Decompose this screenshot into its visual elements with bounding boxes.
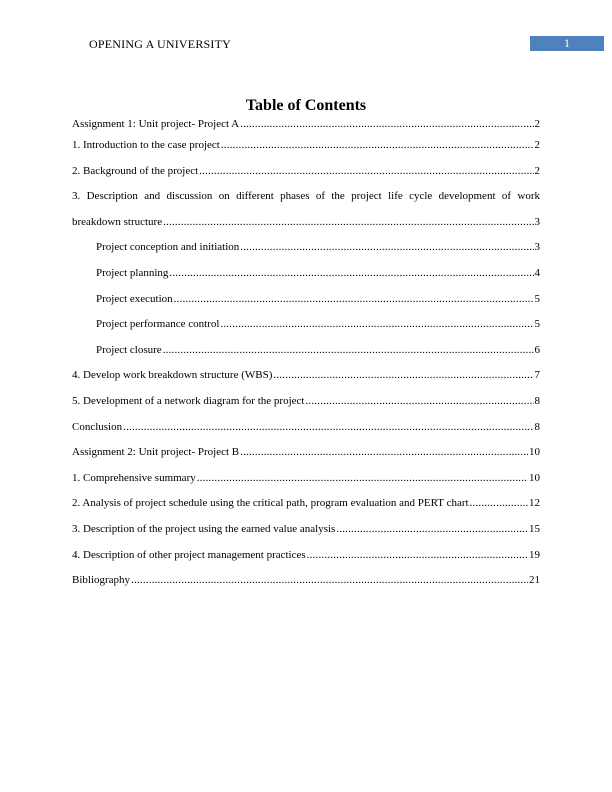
toc-entry-text: 4. Description of other project management practices xyxy=(72,548,306,561)
toc-entry-text: Project execution xyxy=(96,292,173,305)
dot-leader xyxy=(305,389,533,415)
toc-entry-page: 12 xyxy=(529,497,540,510)
toc-entry-page: 8 xyxy=(534,420,540,433)
toc-entry-text: Project closure xyxy=(96,343,162,356)
toc-entry-assignment-1[interactable] xyxy=(72,116,540,133)
toc-entry-introduction[interactable] xyxy=(72,133,540,159)
dot-leader xyxy=(220,312,533,338)
toc-entry-planning[interactable] xyxy=(72,261,540,287)
toc-entry-page: 15 xyxy=(529,522,540,535)
toc-entry-assignment-2[interactable] xyxy=(72,440,540,466)
toc-entry-page: 2 xyxy=(534,139,540,151)
dot-leader xyxy=(174,287,534,313)
toc-entry-text: Project performance control xyxy=(96,318,220,331)
dot-leader xyxy=(273,363,533,389)
dot-leader xyxy=(240,235,533,261)
dot-leader xyxy=(199,159,533,185)
dot-leader xyxy=(163,210,533,236)
toc-entry-text-line1: 3. Description and discussion on different phases of the project life cycle development of work xyxy=(72,190,540,203)
toc-entry-text-line2: breakdown structure xyxy=(72,215,163,228)
toc-entry-page: 19 xyxy=(529,548,540,561)
toc-entry-page: 2 xyxy=(534,164,540,177)
page-header xyxy=(0,36,612,52)
toc-list xyxy=(72,116,540,594)
toc-entry-text: Assignment 2: Unit project- Project B xyxy=(72,446,240,459)
toc-entry-wbs[interactable] xyxy=(72,363,540,389)
running-head: OPENING A UNIVERSITY xyxy=(89,37,231,51)
dot-leader xyxy=(221,133,534,159)
toc-entry-page: 3 xyxy=(534,241,540,254)
toc-entry-text: 5. Development of a network diagram for the project xyxy=(72,394,305,407)
toc-title: Table of Contents xyxy=(245,97,367,114)
toc-entry-text: 2. Analysis of project schedule using the critical path, program evaluation and PERT chart xyxy=(72,497,469,510)
toc-entry-network-diagram[interactable] xyxy=(72,389,540,415)
toc-entry-project-life-cycle[interactable] xyxy=(72,184,540,235)
toc-entry-background[interactable] xyxy=(72,159,540,185)
toc-entry-other-practices[interactable] xyxy=(72,543,540,569)
toc-entry-page: 10 xyxy=(529,471,540,484)
toc-entry-page: 10 xyxy=(529,446,540,459)
toc-entry-page: 7 xyxy=(534,369,540,382)
toc-entry-conclusion[interactable] xyxy=(72,415,540,441)
dot-leader xyxy=(470,491,528,517)
toc-entry-page: 4 xyxy=(534,266,540,279)
dot-leader xyxy=(336,517,528,543)
dot-leader xyxy=(197,466,528,492)
toc-entry-page: 2 xyxy=(534,118,540,130)
table-of-contents xyxy=(72,96,540,594)
dot-leader xyxy=(169,261,533,287)
toc-entry-text: 3. Description of the project using the earned value analysis xyxy=(72,522,336,535)
toc-entry-performance-control[interactable] xyxy=(72,312,540,338)
dot-leader xyxy=(307,543,528,569)
toc-entry-text: Project planning xyxy=(96,266,169,279)
toc-entry-text: 2. Background of the project xyxy=(72,164,199,177)
dot-leader xyxy=(123,415,533,441)
toc-entry-page: 3 xyxy=(534,215,540,228)
toc-entry-page: 8 xyxy=(534,394,540,407)
toc-entry-text: Assignment 1: Unit project- Project A xyxy=(72,118,240,130)
toc-entry-execution[interactable] xyxy=(72,287,540,313)
toc-entry-text: Project conception and initiation xyxy=(96,241,240,254)
dot-leader xyxy=(163,338,534,364)
toc-entry-earned-value[interactable] xyxy=(72,517,540,543)
toc-entry-text: Bibliography xyxy=(72,574,131,587)
page-number: 1 xyxy=(530,36,604,51)
toc-entry-schedule-analysis[interactable] xyxy=(72,491,540,517)
dot-leader xyxy=(240,116,533,133)
toc-entry-text: Conclusion xyxy=(72,420,123,433)
toc-entry-text: 1. Introduction to the case project xyxy=(72,139,220,151)
toc-entry-comprehensive-summary[interactable] xyxy=(72,466,540,492)
toc-entry-text: 1. Comprehensive summary xyxy=(72,471,196,484)
dot-leader xyxy=(240,440,528,466)
toc-entry-bibliography[interactable] xyxy=(72,568,540,594)
toc-entry-page: 5 xyxy=(534,318,540,331)
toc-entry-page: 21 xyxy=(529,574,540,587)
toc-entry-text: 4. Develop work breakdown structure (WBS) xyxy=(72,369,273,382)
toc-entry-closure[interactable] xyxy=(72,338,540,364)
toc-entry-page: 6 xyxy=(534,343,540,356)
toc-entry-conception[interactable] xyxy=(72,235,540,261)
toc-entry-page: 5 xyxy=(534,292,540,305)
dot-leader xyxy=(131,568,528,594)
